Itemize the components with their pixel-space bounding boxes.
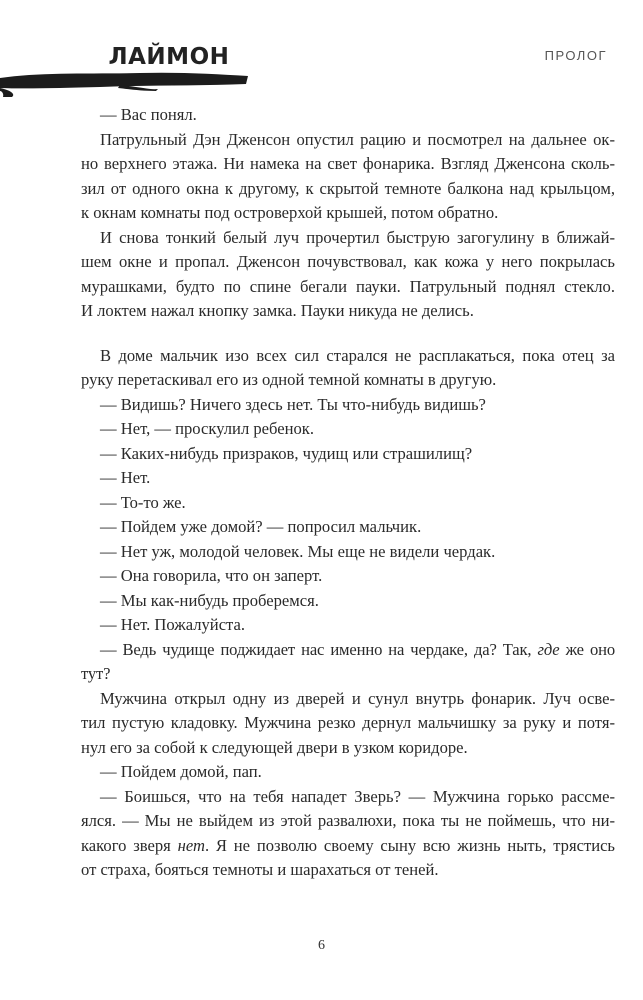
text-line: но верхнего этажа. Ни намека на свет фонарика. Взгляд Дженсона сколь- bbox=[81, 154, 615, 173]
paragraph bbox=[81, 226, 615, 300]
text-line: — Пойдем домой, пап. bbox=[100, 762, 262, 781]
text-line: — Ведь чудище поджидает нас именно на чердаке, да? Так, bbox=[100, 639, 538, 659]
emphasis: нет bbox=[177, 835, 205, 855]
page-number: 6 bbox=[318, 938, 325, 953]
author-last-name: ЛАЙМОН bbox=[108, 44, 230, 70]
text-line: нул его за собой к следующей двери в узком коридоре. bbox=[81, 737, 468, 757]
text-line: Мужчина открыл одну из дверей и сунул внутрь фонарик. Луч осве- bbox=[100, 688, 615, 708]
text-line: к окнам комнаты под островерхой крышей, потом обратно. bbox=[81, 203, 499, 222]
dialogue-line bbox=[81, 466, 615, 491]
emphasis: где bbox=[537, 639, 560, 659]
dialogue-line bbox=[81, 613, 615, 638]
dialogue-line bbox=[81, 442, 615, 467]
text-line: — Нет. bbox=[100, 468, 151, 487]
dialogue-line bbox=[81, 417, 615, 442]
dialogue-line bbox=[81, 564, 615, 589]
text-line: — Она говорила, что он заперт. bbox=[100, 566, 323, 585]
text-line: — Каких-нибудь призраков, чудищ или страшилищ? bbox=[100, 443, 473, 463]
dialogue-line bbox=[81, 491, 615, 516]
text-line: какого зверя bbox=[81, 835, 178, 855]
text-line: зил от одного окна к другому, к скрытой темноте балкона над крыльцом, bbox=[81, 178, 615, 198]
paragraph bbox=[81, 785, 615, 834]
paragraph-line bbox=[81, 834, 615, 859]
text-line: — Видишь? Ничего здесь нет. Ты что-нибудь видишь? bbox=[100, 394, 486, 414]
paragraph-end bbox=[81, 858, 615, 883]
paragraph bbox=[81, 128, 615, 202]
text-line: Патрульный Дэн Дженсон опустил рацию и посмотрел на дальнее ок- bbox=[100, 129, 615, 149]
text-line: ялся. — Мы не выйдем из этой развалюхи, пока ты не поймешь, что ни- bbox=[81, 811, 615, 830]
body-text bbox=[81, 103, 615, 883]
text-line: — Мы как-нибудь проберемся. bbox=[100, 590, 319, 610]
paragraph-end bbox=[81, 201, 615, 226]
text-line: — Нет уж, молодой человек. Мы еще не видели чердак. bbox=[100, 541, 496, 561]
text-line: И локтем нажал кнопку замка. Пауки никуда не делись. bbox=[81, 301, 474, 320]
text-line: от страха, бояться темноты и шарахаться от теней. bbox=[81, 860, 439, 879]
section-title: ПРОЛОГ bbox=[544, 48, 607, 63]
text-line: шем окне и пропал. Дженсон почувствовал, как кожа у него покрылась bbox=[81, 252, 615, 271]
text-line: — То-то же. bbox=[100, 492, 186, 512]
text-line: мурашками, будто по спине бегали пауки. Патрульный поднял стекло. bbox=[81, 276, 615, 296]
dialogue-line bbox=[81, 638, 615, 687]
paragraph bbox=[81, 687, 615, 736]
page-header bbox=[0, 0, 643, 110]
text-line: — Нет, — проскулил ребенок. bbox=[100, 419, 315, 438]
text-line: . Я не позволю своему сыну всю жизнь ныть, трястись bbox=[204, 835, 616, 855]
text-line: — Боишься, что на тебя нападет Зверь? — Мужчина горько рассме- bbox=[100, 786, 615, 806]
dialogue-line bbox=[81, 760, 615, 785]
paragraph bbox=[81, 103, 615, 128]
text-line: — Нет. Пожалуйста. bbox=[100, 615, 246, 634]
text-line: — Пойдем уже домой? — попросил мальчик. bbox=[100, 517, 422, 536]
text-line: руку перетаскивал его из одной темной комнаты в другую. bbox=[81, 370, 497, 389]
text-line: же оно тут? bbox=[81, 639, 615, 683]
dialogue-line bbox=[81, 393, 615, 418]
dialogue-line bbox=[81, 540, 615, 565]
author-first-name: РИЧАРД bbox=[32, 53, 103, 67]
paragraph-end bbox=[81, 299, 615, 324]
paragraph bbox=[81, 344, 615, 369]
author-name bbox=[32, 44, 229, 70]
text-line: В доме мальчик изо всех сил старался не расплакаться, пока отец за bbox=[100, 345, 615, 365]
dialogue-line bbox=[81, 589, 615, 614]
section-break bbox=[81, 324, 615, 344]
text-line: тил пустую кладовку. Мужчина резко дернул мальчишку за руку и потя- bbox=[81, 713, 615, 732]
text-line: И снова тонкий белый луч прочертил быструю загогулину в ближай- bbox=[100, 227, 615, 247]
paragraph-end bbox=[81, 368, 615, 393]
paragraph-end bbox=[81, 736, 615, 761]
text-line: — Вас понял. bbox=[100, 105, 197, 124]
dialogue-line bbox=[81, 515, 615, 540]
